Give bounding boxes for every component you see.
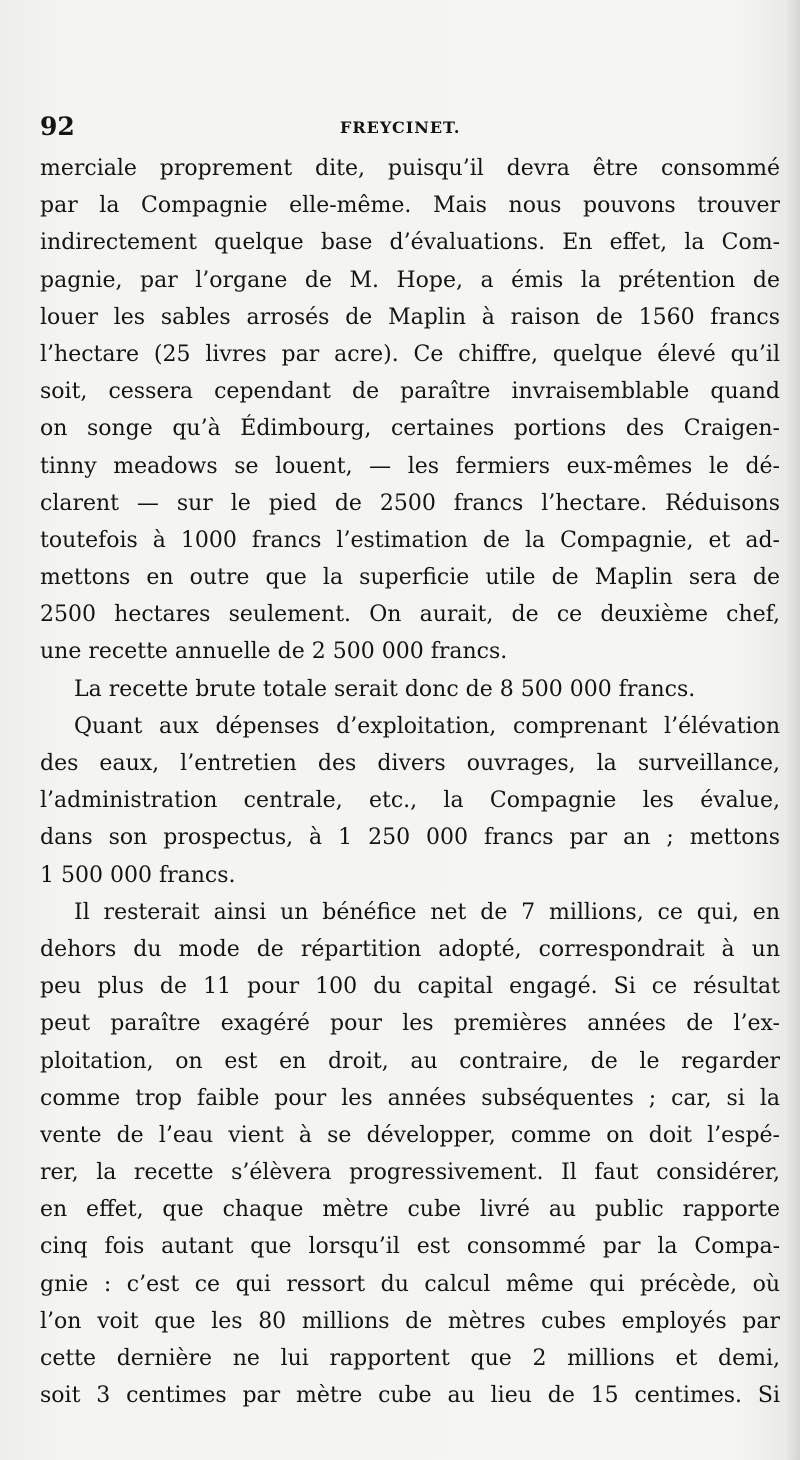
- text-line: gnie : c’est ce qui ressort du calcul même qui précède, où: [40, 1271, 780, 1297]
- text-line: mettons en outre que la superficie utile de Maplin sera de: [40, 565, 780, 591]
- text-line: Il resterait ainsi un bénéfice net de 7 millions, ce qui, en: [74, 899, 780, 925]
- text-line: Quant aux dépenses d’exploitation, comprenant l’élévation: [74, 713, 780, 739]
- text-line: tinny meadows se louent, — les fermiers eux-mêmes le dé-: [40, 453, 780, 479]
- page-edge-shadow: [786, 0, 800, 1460]
- page-number: 92: [40, 112, 75, 141]
- text-line: merciale proprement dite, puisqu’il devra être consommé: [40, 156, 780, 181]
- text-line: clarent — sur le pied de 2500 francs l’hectare. Réduisons: [40, 490, 780, 516]
- text-line: louer les sables arrosés de Maplin à raison de 1560 francs: [40, 304, 780, 330]
- text-line: rer, la recette s’élèvera progressivement. Il faut considérer,: [40, 1160, 780, 1186]
- text-line: peut paraître exagéré pour les premières années de l’ex-: [40, 1011, 780, 1037]
- text-line: dehors du mode de répartition adopté, correspondrait à un: [40, 936, 780, 962]
- text-line: 1 500 000 francs.: [40, 862, 236, 888]
- text-line: soit, cessera cependant de paraître invraisemblable quand: [40, 379, 780, 405]
- text-line: l’hectare (25 livres par acre). Ce chiffre, quelque élevé qu’il: [40, 341, 780, 367]
- text-line: cinq fois autant que lorsqu’il est consommé par la Compa-: [40, 1234, 780, 1260]
- text-line: en effet, que chaque mètre cube livré au public rapporte: [40, 1197, 780, 1223]
- text-line: par la Compagnie elle-même. Mais nous pouvons trouver: [40, 193, 780, 219]
- text-line: La recette brute totale serait donc de 8 500 000 francs.: [74, 676, 696, 702]
- text-line: des eaux, l’entretien des divers ouvrages, la surveillance,: [40, 751, 780, 776]
- text-line: comme trop faible pour les années subséquentes ; car, si la: [40, 1085, 780, 1111]
- text-line: 2500 hectares seulement. On aurait, de ce deuxième chef,: [40, 602, 780, 628]
- text-line: l’on voit que les 80 millions de mètres cubes employés par: [40, 1308, 780, 1334]
- text-line: on songe qu’à Édimbourg, certaines portions des Craigen-: [40, 416, 780, 442]
- text-line: une recette annuelle de 2 500 000 francs.: [40, 639, 508, 665]
- text-line: toutefois à 1000 francs l’estimation de la Compagnie, et ad-: [40, 527, 780, 553]
- text-line: l’administration centrale, etc., la Compagnie les évalue,: [40, 788, 780, 814]
- body-text: [40, 150, 780, 1414]
- text-line: dans son prospectus, à 1 250 000 francs par an ; mettons: [40, 825, 780, 851]
- page-header: [40, 112, 770, 146]
- text-line: soit 3 centimes par mètre cube au lieu de 15 centimes. Si: [40, 1383, 780, 1409]
- text-line: peu plus de 11 pour 100 du capital engagé. Si ce résultat: [40, 974, 780, 1000]
- text-line: ploitation, on est en droit, au contraire, de le regarder: [40, 1048, 780, 1074]
- text-line: cette dernière ne lui rapportent que 2 millions et demi,: [40, 1346, 780, 1371]
- running-head: FREYCINET.: [340, 118, 461, 137]
- text-line: indirectement quelque base d’évaluations. En effet, la Com-: [40, 230, 780, 256]
- text-line: vente de l’eau vient à se développer, comme on doit l’espé-: [40, 1122, 780, 1148]
- text-line: pagnie, par l’organe de M. Hope, a émis la prétention de: [40, 267, 780, 293]
